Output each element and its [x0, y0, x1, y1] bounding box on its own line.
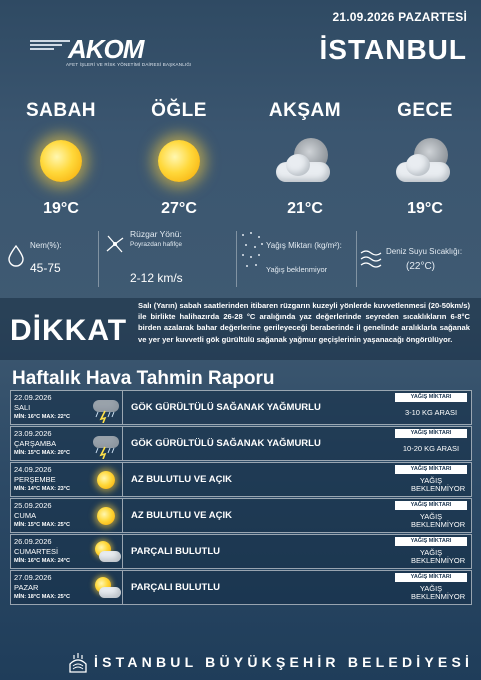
rain-amount-label: YAĞIŞ MİKTARI — [395, 501, 467, 510]
wind-icon — [104, 233, 126, 255]
table-row — [10, 390, 472, 425]
row-date: 27.09.2026 — [14, 573, 52, 582]
humidity-stat — [8, 225, 98, 295]
rain-amount-label: YAĞIŞ MİKTARI — [395, 465, 467, 474]
weekly-table — [10, 390, 472, 606]
sun-icon — [91, 465, 121, 495]
row-left — [11, 499, 123, 532]
period-evening — [250, 100, 360, 218]
row-day: CUMA — [14, 511, 37, 520]
rain-amount-label: YAĞIŞ MİKTARI — [395, 573, 467, 582]
row-day: SALI — [14, 403, 31, 412]
weekly-title: Haftalık Hava Tahmin Raporu — [12, 368, 275, 389]
row-desc: GÖK GÜRÜLTÜLÜ SAĞANAK YAĞMURLU — [131, 438, 321, 449]
wind-stat — [104, 225, 234, 295]
row-rain — [395, 537, 467, 566]
row-rain — [395, 393, 467, 422]
row-minmax: MİN: 15°C MAX: 20°C — [14, 450, 71, 456]
row-left — [11, 571, 123, 604]
rain-amount-label: YAĞIŞ MİKTARI — [395, 429, 467, 438]
row-desc: PARÇALI BULUTLU — [131, 582, 221, 593]
warning-text: Salı (Yarın) sabah saatlerinden itibaren rüzgarın kuzeyli yönlerde kuvvetlenmesi (20-50km/s) ile birlikte halihazırda 26-28 °C aralığında yaz değerlerinde seyreden sıcaklıkların 6-8°C birden azalarak bahar değerlerine gerileyeceği beraberinde il genelinde aralıklarla sağanak ve yer yer kuvvetli gök gürültülü sağanak yağmur geçişlerinin yaşanacağı öngörülüyor. — [138, 301, 470, 344]
sun-icon — [91, 501, 121, 531]
humidity-value: 45-75 — [30, 261, 61, 275]
footer — [0, 640, 481, 680]
logo-subtitle: AFET İŞLERİ VE RİSK YÖNETİMİ DAİRESİ BAŞKANLIĞI — [66, 62, 192, 67]
row-date: 24.09.2026 — [14, 465, 52, 474]
row-minmax: MİN: 16°C MAX: 24°C — [14, 558, 71, 564]
stats-row — [0, 225, 481, 295]
row-minmax: MİN: 18°C MAX: 25°C — [14, 594, 71, 600]
row-rain — [395, 429, 467, 458]
row-minmax: MİN: 14°C MAX: 23°C — [14, 486, 71, 492]
date-label: 21.09.2026 PAZARTESİ — [332, 10, 467, 24]
row-minmax: MİN: 15°C MAX: 25°C — [14, 522, 71, 528]
rain-drops-icon — [240, 231, 264, 271]
rain-amount-label: YAĞIŞ MİKTARI — [395, 393, 467, 402]
sea-stat — [360, 225, 478, 295]
row-desc: AZ BULUTLU VE AÇIK — [131, 510, 232, 521]
rain-amount-label: YAĞIŞ MİKTARI — [395, 537, 467, 546]
row-date: 25.09.2026 — [14, 501, 52, 510]
period-noon — [124, 100, 234, 218]
table-row — [10, 534, 472, 569]
footer-text: İSTANBUL BÜYÜKŞEHİR BELEDİYESİ — [94, 654, 474, 670]
period-name: GECE — [397, 100, 453, 121]
akom-logo — [30, 34, 190, 74]
sun-icon — [124, 126, 234, 196]
rain-amount-value: YAĞIŞ BEKLENMİYOR — [411, 512, 466, 529]
table-row — [10, 498, 472, 533]
city-title: İSTANBUL — [319, 34, 467, 65]
moon-cloud-icon — [370, 126, 480, 196]
sun-icon — [6, 126, 116, 196]
period-name: ÖĞLE — [151, 100, 207, 121]
rain-amount-value: YAĞIŞ BEKLENMİYOR — [411, 584, 466, 601]
rain-value: Yağış beklenmiyor — [266, 265, 328, 274]
period-name: SABAH — [25, 100, 97, 121]
wind-direction: Poyrazdan hafifçe — [130, 241, 183, 248]
sea-label: Deniz Suyu Sıcaklığı: — [386, 247, 463, 256]
row-minmax: MİN: 16°C MAX: 22°C — [14, 414, 71, 420]
row-date: 23.09.2026 — [14, 429, 52, 438]
period-morning — [6, 100, 116, 218]
row-left — [11, 463, 123, 496]
row-desc: PARÇALI BULUTLU — [131, 546, 221, 557]
row-desc: GÖK GÜRÜLTÜLÜ SAĞANAK YAĞMURLU — [131, 402, 321, 413]
rain-stat — [240, 225, 356, 295]
period-night — [370, 100, 480, 218]
humidity-label: Nem(%): — [30, 241, 62, 250]
moon-cloud-icon — [250, 126, 360, 196]
rain-label: Yağış Miktarı (kg/m²): — [266, 241, 342, 250]
rain-amount-value: YAĞIŞ BEKLENMİYOR — [411, 548, 466, 565]
row-date: 26.09.2026 — [14, 537, 52, 546]
table-row — [10, 426, 472, 461]
sea-value: (22°C) — [406, 261, 436, 272]
row-day: PERŞEMBE — [14, 475, 56, 484]
row-desc: AZ BULUTLU VE AÇIK — [131, 474, 232, 485]
row-date: 22.09.2026 — [14, 393, 52, 402]
logo-lines-icon — [30, 40, 70, 58]
row-rain — [395, 501, 467, 530]
rain-amount-value: YAĞIŞ BEKLENMİYOR — [411, 476, 466, 493]
waves-icon — [360, 249, 382, 269]
thunderstorm-icon — [91, 429, 121, 459]
period-temp: 21°C — [287, 200, 323, 217]
rain-amount-value: 10-20 KG ARASI — [402, 444, 460, 453]
period-temp: 19°C — [43, 200, 79, 217]
row-rain — [395, 465, 467, 494]
row-left — [11, 535, 123, 568]
row-left — [11, 391, 123, 424]
row-rain — [395, 573, 467, 602]
row-day: CUMARTESİ — [14, 547, 59, 556]
sun-cloud-icon — [91, 573, 121, 603]
sun-cloud-icon — [91, 537, 121, 567]
logo-text: AKOM — [68, 34, 144, 64]
period-temp: 27°C — [161, 200, 197, 217]
wind-label: Rüzgar Yönü: — [130, 229, 182, 239]
wind-value: 2-12 km/s — [130, 271, 183, 285]
period-temp: 19°C — [407, 200, 443, 217]
warning-title: DİKKAT — [10, 314, 128, 347]
row-left — [11, 427, 123, 460]
droplet-icon — [8, 245, 24, 267]
row-day: ÇARŞAMBA — [14, 439, 57, 448]
rain-amount-value: 3-10 KG ARASI — [404, 408, 458, 417]
table-row — [10, 570, 472, 605]
period-name: AKŞAM — [268, 100, 342, 121]
thunderstorm-icon — [91, 393, 121, 423]
ibb-emblem-icon — [68, 652, 88, 674]
row-day: PAZAR — [14, 583, 39, 592]
table-row — [10, 462, 472, 497]
